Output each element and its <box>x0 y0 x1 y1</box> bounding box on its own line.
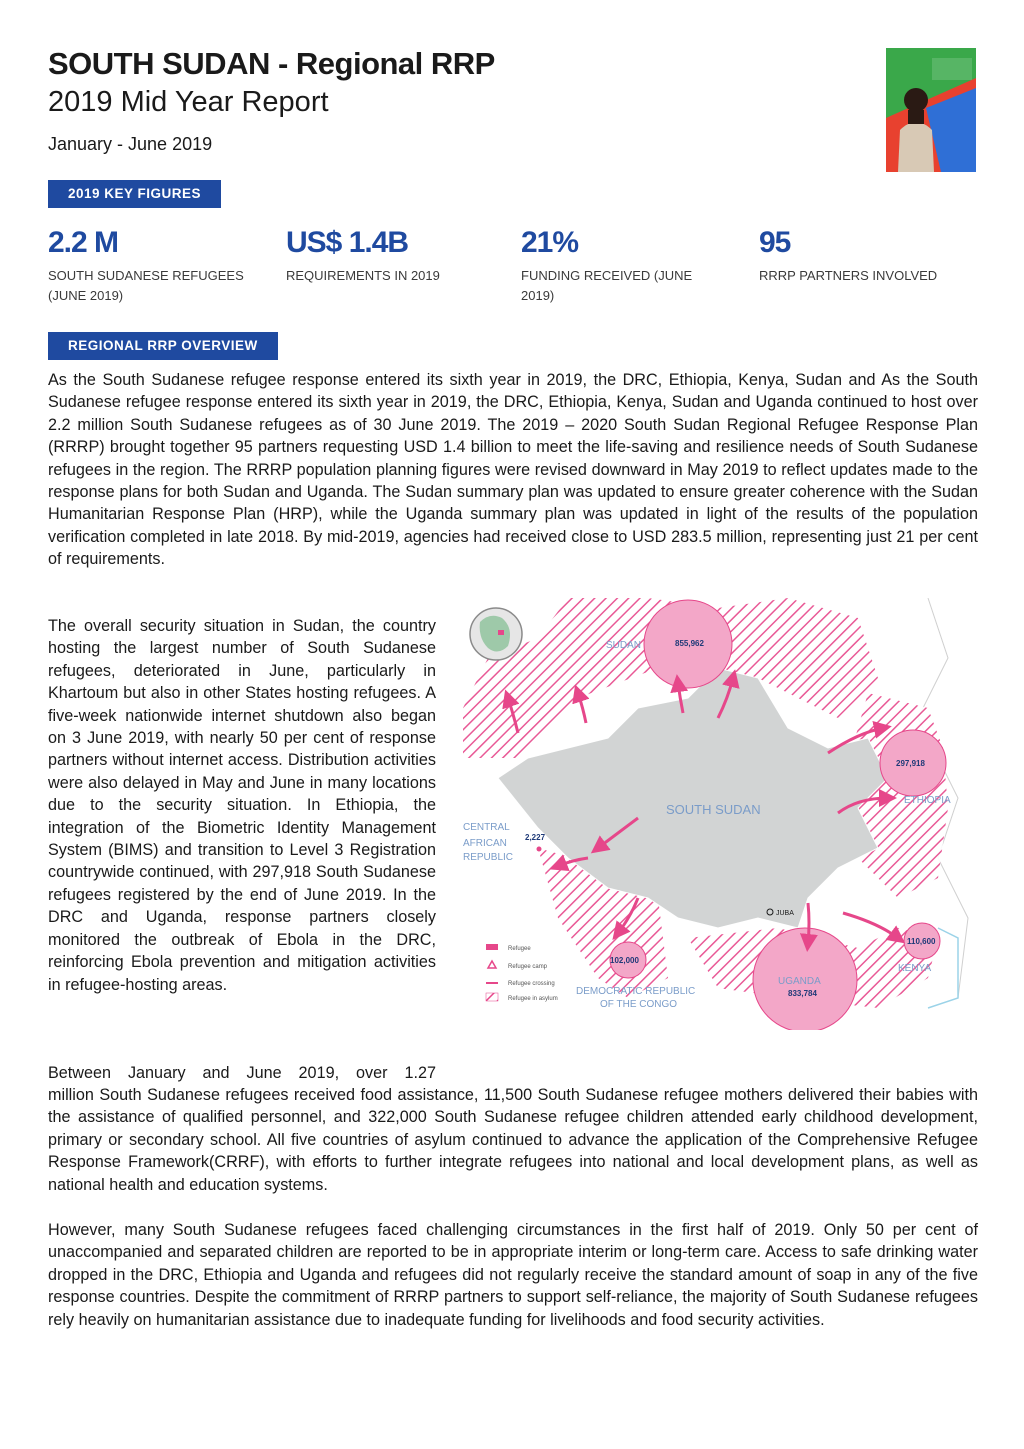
map-label-drc-1: DEMOCRATIC REPUBLIC <box>576 986 696 997</box>
report-subtitle: 2019 Mid Year Report <box>48 86 329 118</box>
map-label-juba: JUBA <box>776 910 794 917</box>
map-label-kenya: KENYA <box>898 963 932 974</box>
legend-item: Refugee camp <box>508 964 548 970</box>
key-figure-value: 2.2 M <box>48 226 119 259</box>
car-refugee-point <box>537 847 542 852</box>
legend-item: Refugee <box>508 946 531 952</box>
map-legend <box>486 944 558 1002</box>
key-figure-value: 95 <box>759 226 791 259</box>
map-label-car-2: AFRICAN <box>463 838 507 849</box>
report-title: SOUTH SUDAN - Regional RRP <box>48 46 495 81</box>
map-count-kenya: 110,600 <box>907 937 936 946</box>
map-label-car-1: CENTRAL <box>463 822 510 833</box>
map-label-south-sudan: SOUTH SUDAN <box>666 802 761 817</box>
overview-label: REGIONAL RRP OVERVIEW <box>48 332 278 360</box>
map-count-drc: 102,000 <box>610 956 639 965</box>
key-figure-label: REQUIREMENTS IN 2019 <box>286 268 440 283</box>
legend-camp-icon <box>488 961 496 968</box>
map-count-uganda: 833,784 <box>788 989 817 998</box>
key-figure-funding <box>521 226 721 306</box>
map-label-car-3: REPUBLIC <box>463 852 514 863</box>
report-cover-photo <box>886 48 976 172</box>
overview-paragraph-2: The overall security situation in Sudan, the country hosting the largest number of South Sudanese refugees, deteriorated in June, particularly in Khartoum but also in other States hosting refugees. A five-week nationwide internet shutdown also began on 3 June 2019, with nearly 50 per cent of response partners without internet access. Distribution activities were also delayed in May and June in many locations due to the security situation. In Ethiopia, the integration of the Biometric Identity Management System (BIMS) and transition to Level 3 Registration countrywide continued, with 297,918 South Sudanese refugees registered by the end of June 2019. In the DRC and Uganda, response partners closely monitored the outbreak of Ebola in the DRC, reinforcing Ebola prevention and mitigation activities in refugee-hosting areas. <box>48 617 436 994</box>
key-figure-label: RRRP PARTNERS INVOLVED <box>759 268 938 283</box>
key-figure-refugees <box>48 226 273 306</box>
map-label-uganda: UGANDA <box>778 976 821 987</box>
overview-paragraph-3: million South Sudanese refugees received food assistance, 11,500 South Sudanese refugee mothers delivered their babies with the assistance of qualified personnel, and 322,000 South Sudanese refugee children attended early childhood development, primary or secondary school. All five countries of asylum continued to advance the application of the Comprehensive Refugee Response Framework(CRRF), with efforts to further integrate refugees into national and local development plans, as well as national health and education systems. <box>48 1086 978 1194</box>
legend-refugee-icon <box>486 944 498 950</box>
key-figure-partners <box>759 226 974 286</box>
report-date-range: January - June 2019 <box>48 134 213 154</box>
map-count-sudan: 855,962 <box>675 639 704 648</box>
overview-paragraph-3-first-line: Between January and June 2019, over 1.27 <box>48 1064 436 1082</box>
key-figures-label: 2019 KEY FIGURES <box>48 180 221 208</box>
map-count-ethiopia: 297,918 <box>896 759 925 768</box>
refugee-map <box>458 598 978 1030</box>
legend-item: Refugee in asylum <box>508 996 558 1002</box>
key-figure-value: 21% <box>521 226 579 259</box>
overview-paragraph-1: As the South Sudanese refugee response entered its sixth year in 2019, the DRC, Ethiopia, Kenya, Sudan and As the South Sudanese refugee response entered its sixth year in 2019, the DRC, Ethiopia, Kenya, Sudan and Uganda continued to host over 2.2 million South Sudanese refugees as of 30 June 2019. The 2019 – 2020 South Sudan Regional Refugee Response Plan (RRRP) brought together 95 partners requesting USD 1.4 billion to meet the life-saving and resilience needs of South Sudanese refugees in the region. The RRRP population planning figures were revised downward in May 2019 to reflect updates made to the response plans for both Sudan and Uganda. The Sudan summary plan was updated to ensure greater coherence with the Sudan Humanitarian Response Plan (HRP), while the Uganda summary plan was updated in light of the results of the population verification completed in late 2018. By mid-2019, agencies had received close to USD 283.5 million, representing just 21 per cent of requirements. <box>48 371 978 569</box>
map-label-sudan: SUDAN <box>606 640 642 651</box>
map-label-ethiopia: ETHIOPIA <box>904 795 951 806</box>
overview-paragraph-4: However, many South Sudanese refugees faced challenging circumstances in the first half of 2019. Only 50 per cent of unaccompanied and separated children are reported to be in appropriate interim or long-term care. Access to safe drinking water dropped in the DRC, Ethiopia and Uganda and refugees did not regularly receive the standard amount of soap in any of the five response countries. Despite the commitment of RRRP partners to support self-reliance, the majority of South Sudanese refugees rely heavily on humanitarian assistance due to inadequate funding for livelihoods and food security activities. <box>48 1221 978 1329</box>
key-figure-label: SOUTH SUDANESE REFUGEES (JUNE 2019) <box>48 268 244 303</box>
legend-item: Refugee crossing <box>508 981 555 987</box>
key-figure-label: FUNDING RECEIVED (JUNE 2019) <box>521 268 693 303</box>
inset-globe <box>470 608 522 660</box>
map-count-car: 2,227 <box>525 833 546 842</box>
key-figure-requirements <box>286 226 511 286</box>
legend-asylum-icon <box>486 993 498 1001</box>
key-figure-value: US$ 1.4B <box>286 226 409 259</box>
map-label-drc-2: OF THE CONGO <box>600 999 678 1010</box>
